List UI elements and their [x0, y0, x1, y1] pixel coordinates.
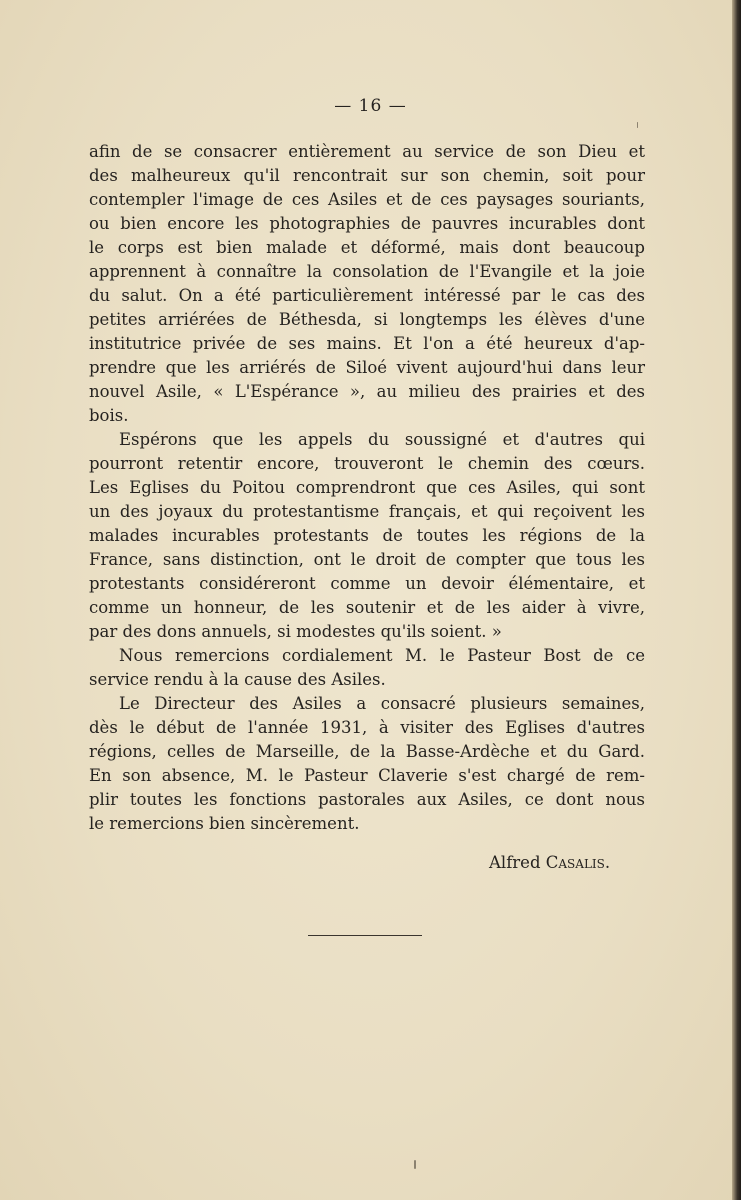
text-line: En son absence, M. le Pasteur Claverie s'est chargé de rem-: [89, 766, 645, 785]
signature-period: .: [604, 853, 611, 872]
text-line: dès le début de l'année 1931, à visiter des Eglises d'autres: [89, 718, 645, 737]
text-line: protestants considéreront comme un devoir élémentaire, et: [89, 574, 645, 593]
text-line: service rendu à la cause des Asiles.: [89, 670, 386, 689]
text-line: un des joyaux du protestantisme français, et qui reçoivent les: [89, 502, 645, 521]
paragraph: [89, 692, 645, 836]
page-number: — 16 —: [334, 96, 407, 116]
paragraph: [89, 140, 645, 428]
text-line: Le Directeur des Asiles a consacré plusieurs semaines,: [119, 694, 645, 713]
paragraph: [89, 644, 645, 692]
signature-last-name: Casalis: [545, 853, 605, 872]
text-line: comme un honneur, de les soutenir et de les aider à vivre,: [89, 598, 645, 617]
text-line: plir toutes les fonctions pastorales aux Asiles, ce dont nous: [89, 790, 645, 809]
text-line: apprennent à connaître la consolation de l'Evangile et la joie: [89, 262, 645, 281]
body-text: [89, 140, 645, 836]
text-line: pourront retentir encore, trouveront le chemin des cœurs.: [89, 454, 645, 473]
text-line: Les Eglises du Poitou comprendront que ces Asiles, qui sont: [89, 478, 645, 497]
paper-speck: [414, 1160, 416, 1169]
paper-speck: [637, 122, 638, 128]
text-line: régions, celles de Marseille, de la Basse-Ardèche et du Gard.: [89, 742, 645, 761]
text-line: Espérons que les appels du soussigné et d'autres qui: [119, 430, 645, 449]
text-line: nouvel Asile, « L'Espérance », au milieu des prairies et des: [89, 382, 645, 401]
signature-first-name: Alfred: [489, 853, 541, 872]
text-line: France, sans distinction, ont le droit de compter que tous les: [89, 550, 645, 569]
text-line: malades incurables protestants de toutes les régions de la: [89, 526, 645, 545]
text-line: le remercions bien sincèrement.: [89, 814, 360, 833]
signature: [489, 851, 610, 875]
page-edge-shadow: [732, 0, 741, 1200]
text-line: ou bien encore les photographies de pauvres incurables dont: [89, 214, 645, 233]
text-line: petites arriérées de Béthesda, si longtemps les élèves d'une: [89, 310, 645, 329]
text-line: bois.: [89, 406, 129, 425]
text-line: par des dons annuels, si modestes qu'ils soient. »: [89, 622, 502, 641]
text-line: du salut. On a été particulièrement intéressé par le cas des: [89, 286, 645, 305]
text-line: des malheureux qu'il rencontrait sur son chemin, soit pour: [89, 166, 645, 185]
text-line: prendre que les arriérés de Siloé vivent aujourd'hui dans leur: [89, 358, 645, 377]
horizontal-rule: [308, 935, 422, 936]
text-line: afin de se consacrer entièrement au service de son Dieu et: [89, 142, 645, 161]
text-line: contempler l'image de ces Asiles et de ces paysages souriants,: [89, 190, 645, 209]
paragraph: [89, 428, 645, 644]
text-line: Nous remercions cordialement M. le Pasteur Bost de ce: [119, 646, 645, 665]
text-line: institutrice privée de ses mains. Et l'on a été heureux d'ap-: [89, 334, 645, 353]
text-line: le corps est bien malade et déformé, mais dont beaucoup: [89, 238, 645, 257]
